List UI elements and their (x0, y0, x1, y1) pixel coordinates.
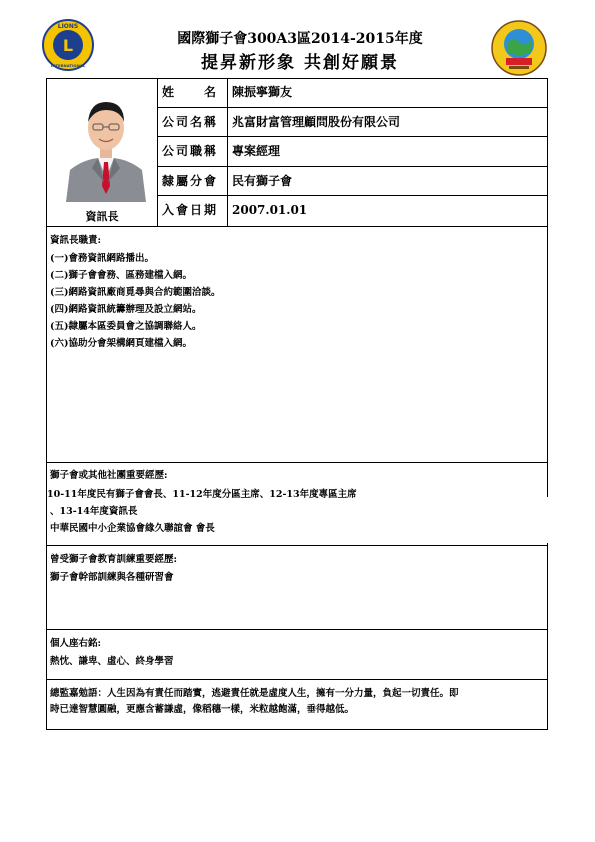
field-label: 公司名稱 (158, 108, 228, 137)
divider (46, 545, 548, 546)
field-row-title (158, 137, 548, 167)
logo-text: LIONS (57, 23, 79, 30)
field-label: 公司職稱 (158, 137, 228, 166)
experience-line: 10-11年度民有獅子會會長、11-12年度分區主席、12-13年度專區主席 (47, 489, 357, 500)
divider (46, 629, 548, 630)
field-label: 入會日期 (158, 196, 228, 226)
governor-message-line: 總監嘉勉語：人生因為有責任而踏實，逃避責任就是虛度人生，擁有一分力量，負起一切責任。即 (50, 688, 459, 699)
duties-title: 資訊長職責: (50, 235, 102, 246)
duty-item: (六)協助分會架構網頁建檔入網。 (50, 338, 192, 349)
field-row-name (158, 78, 548, 108)
document-slogan: 提昇新形象 共創好願景 (201, 53, 399, 73)
duty-item: (一)會務資訊網路播出。 (50, 253, 154, 264)
experience-line: 中華民國中小企業協會緣久聯誼會 會長 (50, 523, 215, 534)
duty-item: (三)網路資訊廠商覓尋與合約範圍洽談。 (50, 287, 221, 298)
training-title: 曾受獅子會教育訓練重要經歷: (50, 554, 178, 565)
experience-line: 、13-14年度資訊長 (50, 506, 138, 517)
border-gap (544, 497, 552, 543)
duty-item: (二)獅子會會務、區務建檔入網。 (50, 270, 192, 281)
training-line: 獅子會幹部訓練與各種研習會 (50, 572, 174, 583)
member-role: 資訊長 (85, 210, 119, 223)
experience-title: 獅子會或其他社團重要經歷: (50, 470, 168, 481)
field-value: 陳振寧獅友 (232, 85, 293, 99)
svg-text:L: L (62, 36, 74, 55)
duty-item: (五)隸屬本區委員會之協調聯絡人。 (50, 321, 202, 332)
duty-item: (四)網路資訊統籌辦理及設立網站。 (50, 304, 202, 315)
lions-international-logo-icon (42, 18, 94, 72)
field-value: 專案經理 (232, 144, 281, 159)
field-value: 2007.01.01 (232, 203, 308, 218)
district-logo-icon (489, 18, 549, 78)
field-label: 姓 名 (158, 78, 228, 107)
field-row-company (158, 108, 548, 138)
governor-message-line: 時已達智慧圓融，更應含蓄謙虛，像稻穗一樣，米粒越飽滿，垂得越低。 (50, 704, 355, 715)
divider (46, 226, 548, 227)
document-title: 國際獅子會300A3區2014-2015年度 (177, 31, 423, 47)
field-row-join-date (158, 196, 548, 226)
logo-text-2: INTERNATIONAL (50, 63, 86, 68)
divider (46, 462, 548, 463)
divider (46, 679, 548, 680)
field-value: 兆富財富管理顧問股份有限公司 (232, 114, 401, 129)
field-row-club (158, 167, 548, 197)
field-value: 民有獅子會 (232, 173, 293, 188)
motto-line: 熱忱、謙卑、虛心、終身學習 (50, 656, 174, 667)
motto-title: 個人座右銘: (50, 638, 102, 649)
field-label: 隸屬分會 (158, 167, 228, 196)
member-photo (62, 86, 150, 202)
